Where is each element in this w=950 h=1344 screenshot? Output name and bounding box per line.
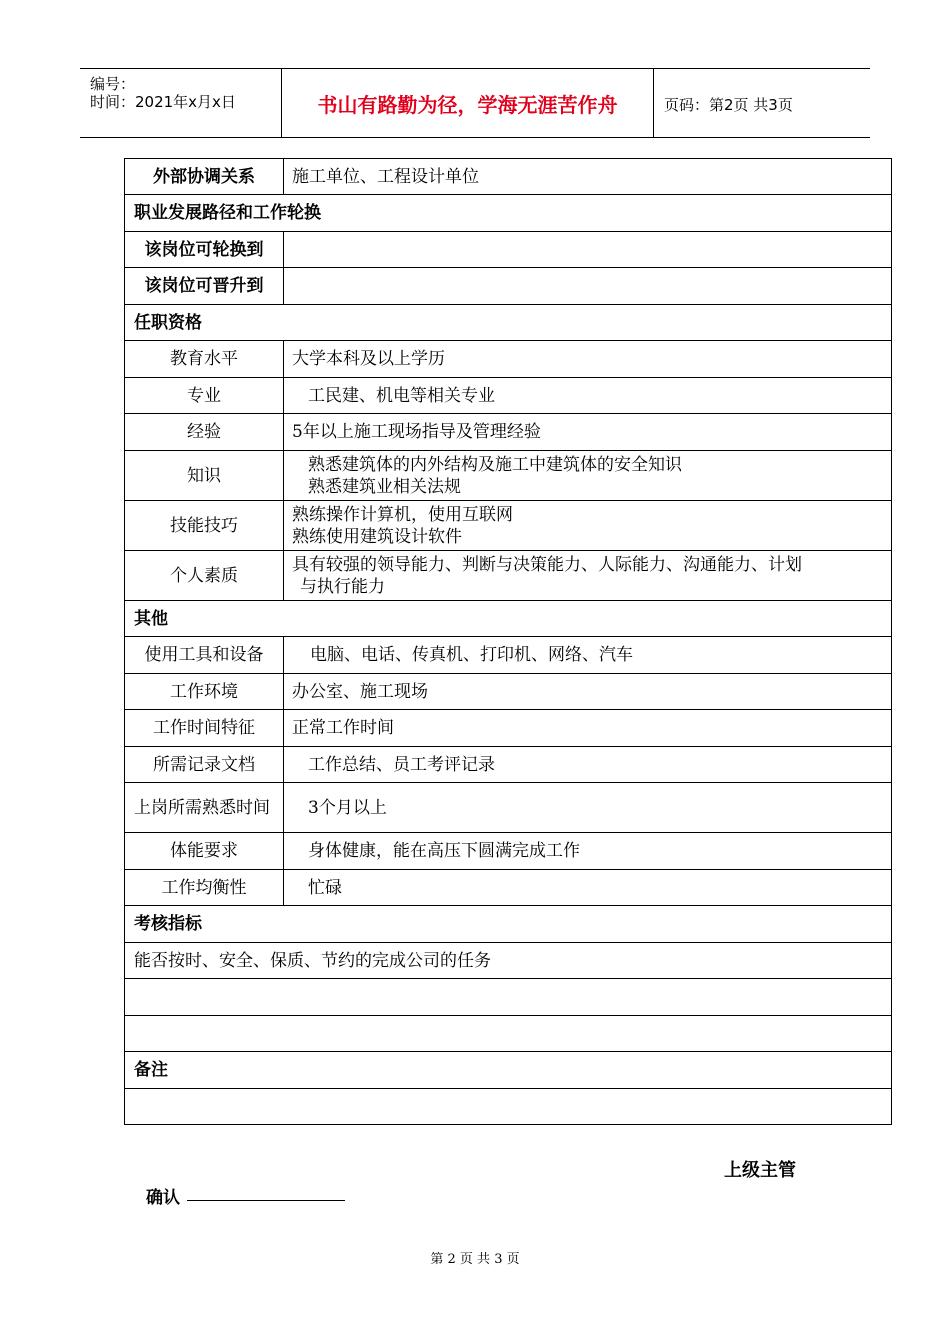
qual-label: 知识 <box>125 451 284 501</box>
confirm-signature-line[interactable] <box>187 1200 345 1201</box>
qual-line: 熟悉建筑业相关法规 <box>308 476 461 497</box>
table-row <box>125 906 892 943</box>
qual-label: 技能技巧 <box>125 501 284 551</box>
number-label: 编号： <box>90 75 136 93</box>
table-row <box>125 1089 892 1125</box>
other-label: 使用工具和设备 <box>125 637 284 674</box>
blank-row <box>125 1016 892 1052</box>
kpi-section-title: 考核指标 <box>125 906 892 943</box>
table-row <box>125 451 892 501</box>
time-line: 时间：2021年x月x日 <box>90 93 236 111</box>
other-value: 工作总结、员工考评记录 <box>284 747 892 783</box>
table-row <box>125 747 892 783</box>
page-header <box>80 68 870 138</box>
table-row <box>125 195 892 232</box>
table-row <box>125 601 892 637</box>
promote-label: 该岗位可晋升到 <box>125 268 284 305</box>
career-section-title: 职业发展路径和工作轮换 <box>125 195 892 232</box>
table-row <box>125 305 892 341</box>
remark-section-title: 备注 <box>125 1052 892 1089</box>
blank-row <box>125 979 892 1016</box>
qual-label: 个人素质 <box>125 551 284 601</box>
table-row <box>125 710 892 747</box>
external-value: 施工单位、工程设计单位 <box>284 159 892 195</box>
page-footer: 第 2 页 共 3 页 <box>430 1252 520 1267</box>
qual-value <box>284 551 892 601</box>
other-value: 正常工作时间 <box>284 710 892 747</box>
qual-label: 专业 <box>125 378 284 414</box>
qual-line: 与执行能力 <box>300 576 385 597</box>
confirm-label: 确认 <box>146 1188 180 1208</box>
table-row <box>125 870 892 906</box>
external-label: 外部协调关系 <box>125 159 284 195</box>
other-value: 电脑、电话、传真机、打印机、网络、汽车 <box>284 637 892 674</box>
other-label: 工作时间特征 <box>125 710 284 747</box>
qual-value: 工民建、机电等相关专业 <box>284 378 892 414</box>
motto: 书山有路勤为径，学海无涯苦作舟 <box>282 69 654 137</box>
rotate-value <box>284 232 892 268</box>
header-meta <box>80 69 282 137</box>
qual-label: 经验 <box>125 414 284 451</box>
other-value: 忙碌 <box>284 870 892 906</box>
table-row <box>125 1016 892 1052</box>
table-row <box>125 551 892 601</box>
qual-value: 5年以上施工现场指导及管理经验 <box>284 414 892 451</box>
other-label: 上岗所需熟悉时间 <box>125 783 284 833</box>
other-label: 所需记录文档 <box>125 747 284 783</box>
table-row <box>125 378 892 414</box>
table-row <box>125 232 892 268</box>
rotate-label: 该岗位可轮换到 <box>125 232 284 268</box>
table-row <box>125 943 892 979</box>
qual-line: 熟悉建筑体的内外结构及施工中建筑体的安全知识 <box>308 454 682 475</box>
table-row <box>125 833 892 870</box>
other-label: 工作均衡性 <box>125 870 284 906</box>
job-description-table <box>124 158 892 1125</box>
table-row <box>125 159 892 195</box>
qual-value: 大学本科及以上学历 <box>284 341 892 378</box>
qual-value <box>284 451 892 501</box>
kpi-text: 能否按时、安全、保质、节约的完成公司的任务 <box>125 943 892 979</box>
table-row <box>125 637 892 674</box>
other-value: 身体健康，能在高压下圆满完成工作 <box>284 833 892 870</box>
page-info: 页码：第2页 共3页 <box>664 96 793 114</box>
qual-label: 教育水平 <box>125 341 284 378</box>
supervisor-label: 上级主管 <box>724 1160 796 1181</box>
qual-line: 熟练使用建筑设计软件 <box>292 526 462 547</box>
promote-value <box>284 268 892 305</box>
other-label: 工作环境 <box>125 674 284 710</box>
remark-value <box>125 1089 892 1125</box>
table-row <box>125 783 892 833</box>
other-value: 3个月以上 <box>284 783 892 833</box>
table-row <box>125 501 892 551</box>
table-row <box>125 674 892 710</box>
table-row <box>125 268 892 305</box>
table-row <box>125 979 892 1016</box>
qual-line: 具有较强的领导能力、判断与决策能力、人际能力、沟通能力、计划 <box>292 554 802 575</box>
other-section-title: 其他 <box>125 601 892 637</box>
qual-line: 熟练操作计算机，使用互联网 <box>292 504 513 525</box>
other-label: 体能要求 <box>125 833 284 870</box>
qual-value <box>284 501 892 551</box>
table-row <box>125 341 892 378</box>
qual-section-title: 任职资格 <box>125 305 892 341</box>
table-row <box>125 1052 892 1089</box>
other-value: 办公室、施工现场 <box>284 674 892 710</box>
table-row <box>125 414 892 451</box>
